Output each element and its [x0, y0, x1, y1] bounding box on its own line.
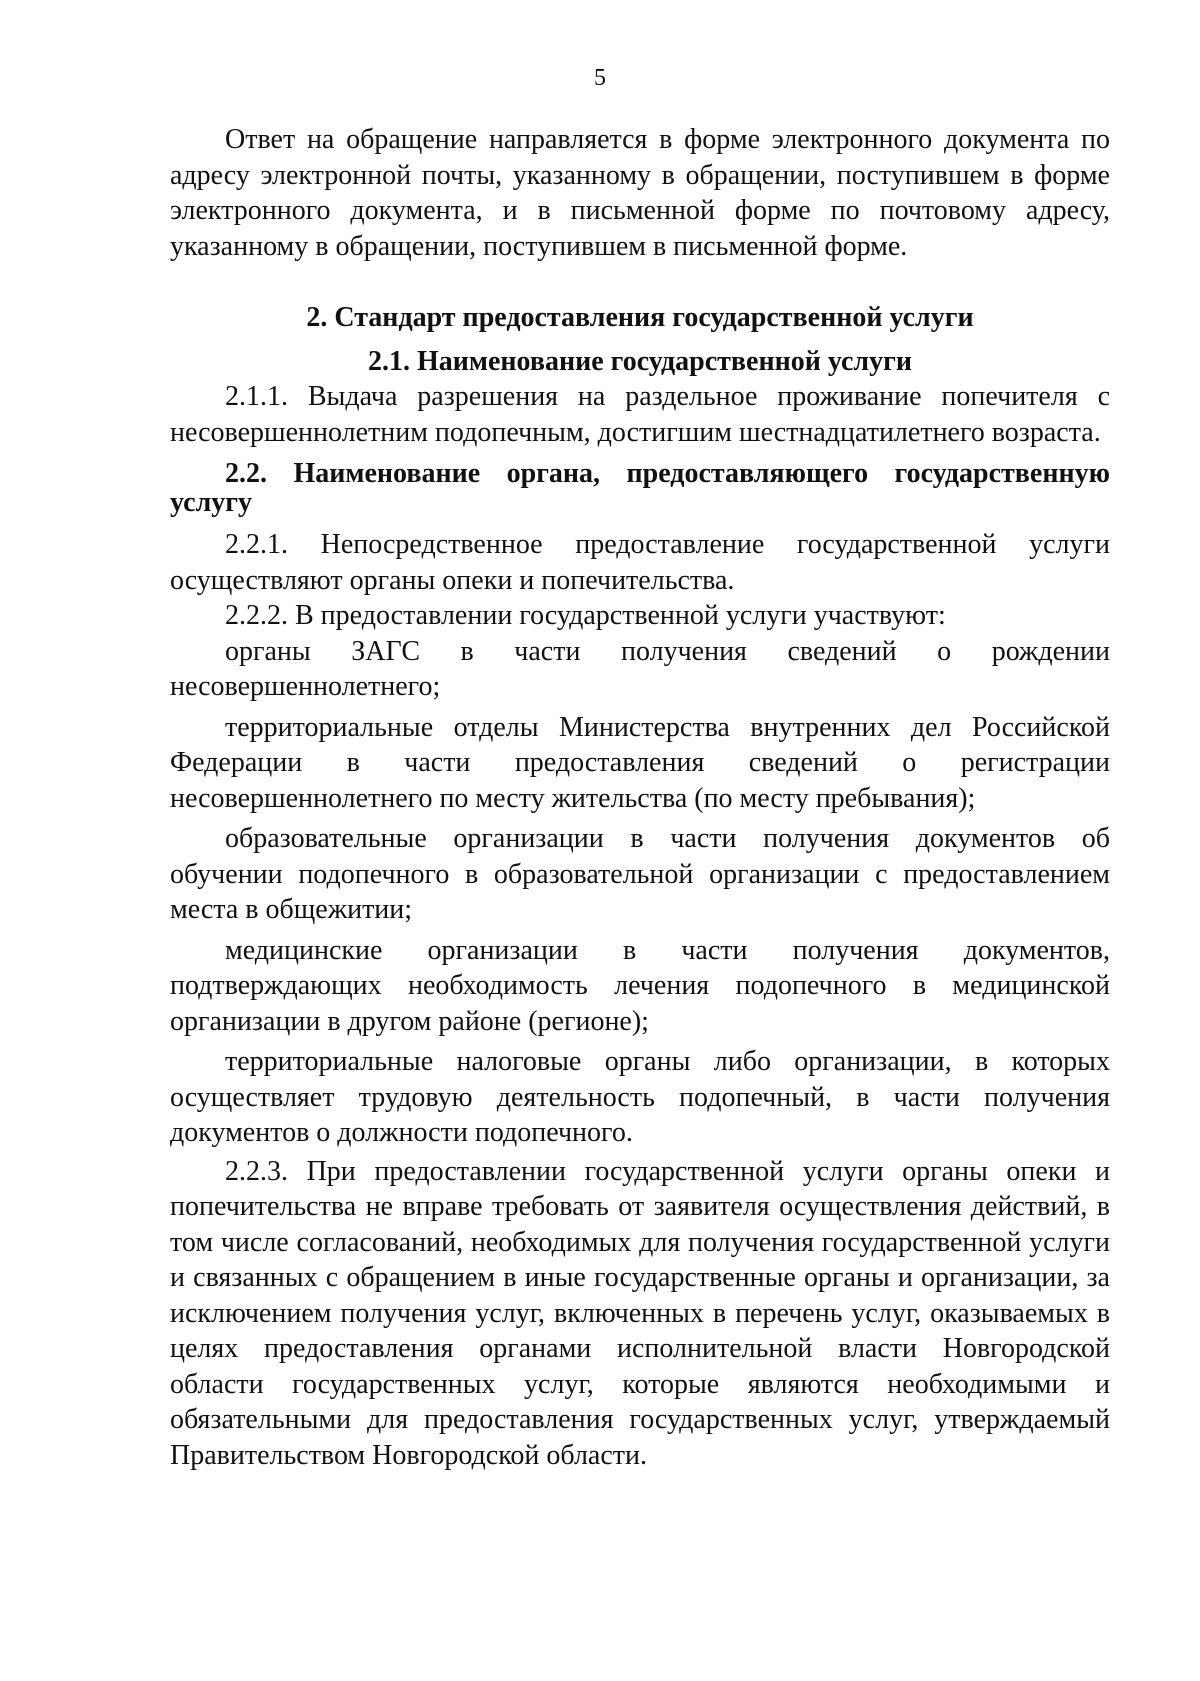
section-heading-2-2: 2.2. Наименование органа, предоставляющего государственную услугу: [170, 458, 1110, 518]
section-heading-2-1: 2.1. Наименование государственной услуги: [368, 345, 912, 377]
paragraph-2-1-1: 2.1.1. Выдача разрешения на раздельное проживание попечителя с несовершеннолетним подопечным, достигшим шестнадцатилетнего возраста.: [170, 381, 1110, 448]
heading-spacer: [170, 517, 1110, 527]
list-item-education: образовательные организации в части получения документов об обучении подопечного в образовательной организации с предоставлением места в общежитии;: [170, 823, 1110, 925]
paragraph-2-2-2: 2.2.2. В предоставлении государственной услуги участвуют:: [225, 600, 946, 631]
paragraph-2-2-3: 2.2.3. При предоставлении государственной услуги органы опеки и попечительства не вправе требовать от заявителя осуществления действий, в том числе согласований, необходимых для получения государственной услуги и связанных с обращением в иные государственные органы и организации, за исключением получения услуг, включенных в перечень услуг, оказываемых в целях предоставления органами исполнительной власти Новгородской области государственных услуг, которые являются необходимыми и обязательными для предоставления государственных услуг, утверждаемый Правительством Новгородской области.: [170, 1155, 1110, 1471]
section-heading-2: 2. Стандарт предоставления государственной услуги: [306, 302, 974, 333]
paragraph-2-2-1: 2.2.1. Непосредственное предоставление государственной услуги осуществляют органы опеки и попечительства.: [170, 529, 1110, 596]
list-item-medical: медицинские организации в части получения документов, подтверждающих необходимость лечения подопечного в медицинской организации в другом районе (регионе);: [170, 934, 1110, 1037]
heading-spacer: [170, 336, 1110, 344]
paragraph-response-form: Ответ на обращение направляется в форме электронного документа по адресу электронной почты, указанному в обращении, поступившем в форме электронного документа, и в письменной форме по почтовому адресу, указанному в обращении, поступившем в письменной форме.: [170, 124, 1110, 262]
section-spacer: [170, 264, 1110, 300]
list-item-zags: органы ЗАГС в части получения сведений о рождении несовершеннолетнего;: [170, 635, 1110, 702]
list-item-mvd: территориальные отделы Министерства внутренних дел Российской Федерации в части предоставления сведений о регистрации несовершеннолетнего по месту жительства (по месту пребывания);: [170, 711, 1110, 814]
list-item-tax: территориальные налоговые органы либо организации, в которых осуществляет трудовую деятельность подопечный, в части получения документов о должности подопечного.: [170, 1046, 1110, 1148]
page-number: 5: [594, 65, 606, 91]
document-body: [170, 122, 1110, 1473]
